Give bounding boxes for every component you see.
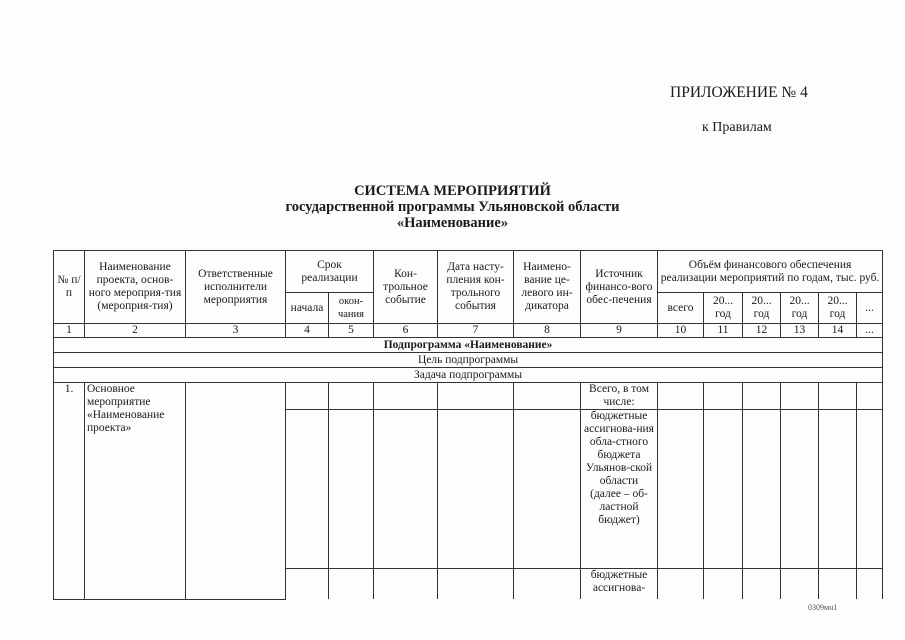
col-number: 4 <box>286 324 329 338</box>
title-line-1: СИСТЕМА МЕРОПРИЯТИЙ <box>354 183 551 199</box>
cell <box>781 410 819 569</box>
col-number: 10 <box>658 324 704 338</box>
cell <box>819 569 857 600</box>
cell <box>781 383 819 410</box>
header-term-end: окон-чания <box>329 293 374 324</box>
cell <box>819 383 857 410</box>
col-number: 1 <box>54 324 85 338</box>
header-num: № п/п <box>54 251 85 324</box>
col-number: 11 <box>704 324 743 338</box>
col-number: 9 <box>581 324 658 338</box>
cell <box>704 383 743 410</box>
column-numbers-row <box>54 324 883 338</box>
row-name: Основное мероприятие «Наименование проекта» <box>85 383 186 600</box>
cell <box>743 410 781 569</box>
cell <box>514 569 581 600</box>
appendix-subtitle: к Правилам <box>702 120 772 135</box>
measures-table <box>53 250 883 600</box>
cell <box>658 383 704 410</box>
row-num: 1. <box>54 383 85 600</box>
col-number: 5 <box>329 324 374 338</box>
col-number: 14 <box>819 324 857 338</box>
header-funding: Объём финансового обеспечения реализации мероприятий по годам, тыс. руб. <box>658 251 883 293</box>
cell <box>781 569 819 600</box>
header-indicator: Наимено-вание це-левого ин-дикатора <box>514 251 581 324</box>
col-number: 6 <box>374 324 438 338</box>
goal-row: Цель подпрограммы <box>54 353 883 368</box>
cell <box>514 383 581 410</box>
cell <box>658 569 704 600</box>
cell <box>743 569 781 600</box>
cell <box>438 383 514 410</box>
title-line-3: «Наименование» <box>396 215 509 231</box>
cell <box>374 410 438 569</box>
header-term: Срок реализации <box>286 251 374 293</box>
cell <box>658 410 704 569</box>
header-year: 20... год <box>704 293 743 324</box>
cell <box>329 569 374 600</box>
col-number: ... <box>857 324 883 338</box>
cell <box>514 410 581 569</box>
cell <box>374 569 438 600</box>
title-line-2: государственной программы Ульяновской области <box>285 199 620 215</box>
cell <box>704 569 743 600</box>
cell <box>329 410 374 569</box>
col-number: 2 <box>85 324 186 338</box>
header-event-date: Дата насту-пления кон-трольного события <box>438 251 514 324</box>
cell <box>286 569 329 600</box>
col-number: 3 <box>186 324 286 338</box>
col-number: 12 <box>743 324 781 338</box>
cell <box>743 383 781 410</box>
header-control-event: Кон-трольное событие <box>374 251 438 324</box>
cell <box>286 410 329 569</box>
header-executors: Ответственные исполнители мероприятия <box>186 251 286 324</box>
header-source: Источник финансо-вого обес-печения <box>581 251 658 324</box>
cell <box>857 569 883 600</box>
header-total: всего <box>658 293 704 324</box>
header-year: 20... год <box>819 293 857 324</box>
footer-code: 0309мн1 <box>808 603 838 612</box>
appendix-title: ПРИЛОЖЕНИЕ № 4 <box>670 84 808 101</box>
subprogram-row: Подпрограмма «Наименование» <box>54 338 883 353</box>
header-year: 20... год <box>781 293 819 324</box>
cell <box>329 383 374 410</box>
col-number: 7 <box>438 324 514 338</box>
header-year: 20... год <box>743 293 781 324</box>
source-total: Всего, в том числе: <box>581 383 658 410</box>
cell <box>819 410 857 569</box>
row-executors <box>186 383 286 600</box>
col-number: 8 <box>514 324 581 338</box>
header-term-start: начала <box>286 293 329 324</box>
cell <box>857 410 883 569</box>
cell <box>704 410 743 569</box>
source-budget: бюджетные ассигнова-ния обла-стного бюджета Ульянов-ской области (далее – об-ластной бюджет) <box>581 410 658 569</box>
col-number: 13 <box>781 324 819 338</box>
header-more: ... <box>857 293 883 324</box>
cell <box>286 383 329 410</box>
cell <box>438 569 514 600</box>
cell <box>857 383 883 410</box>
cell <box>374 383 438 410</box>
source-next: бюджетные ассигнова- <box>581 569 658 600</box>
cell <box>438 410 514 569</box>
task-row: Задача подпрограммы <box>54 368 883 383</box>
document-title <box>0 183 905 231</box>
header-name: Наименование проекта, основ-ного мероприя-тия (мероприя-тия) <box>85 251 186 324</box>
